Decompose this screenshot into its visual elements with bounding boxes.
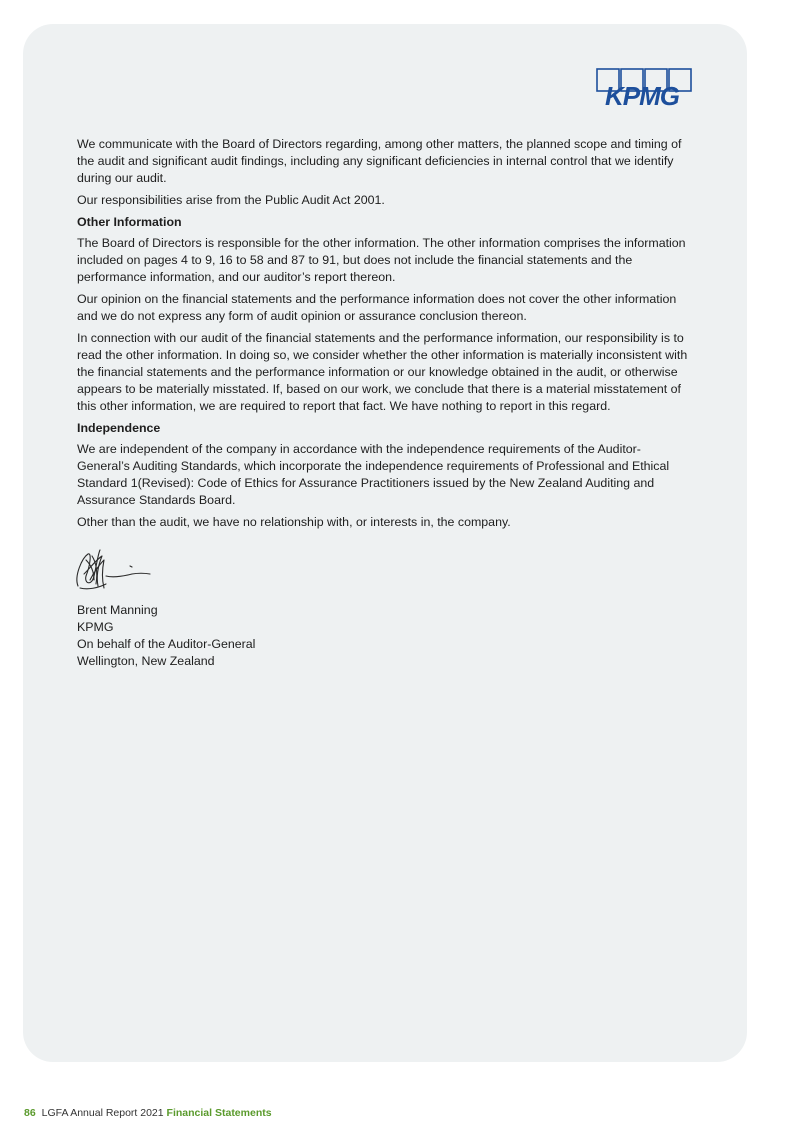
paragraph-other-info-review: In connection with our audit of the financial statements and the performance information, our responsibility is to read the other information. In doing so, we consider whether the other information is materially inconsistent with the financial statements and the performance information or our knowledge obtained in the audit, or otherwise appears to be materially misstated. If, based on our work, we conclude that there is a material misstatement of this other information, we are required to report that fact. We have nothing to report in this regard.: [77, 331, 688, 413]
handwritten-signature: [72, 546, 156, 596]
paragraph-opinion-scope: Our opinion on the financial statements and the performance information does not cover the other information and we do not express any form of audit opinion or assurance conclusion thereon.: [77, 292, 677, 323]
kpmg-logo-text: KPMG: [605, 81, 679, 111]
heading-other-information: Other Information: [77, 215, 182, 229]
paragraph-independence: We are independent of the company in accordance with the independence requirements of the Auditor-General’s Auditing Standards, which incorporate the independence requirements of Professional and Ethical Standard 1(Revised): Code of Ethics for Assurance Practitioners issued by the New Zealand Auditing and Assurance Standards Board.: [77, 442, 670, 507]
signatory-behalf: On behalf of the Auditor-General: [77, 637, 256, 651]
page-footer: [24, 1106, 272, 1120]
report-title: LGFA Annual Report 2021: [41, 1107, 164, 1119]
report-body: [77, 136, 689, 536]
paragraph-other-info-responsibility: The Board of Directors is responsible for the other information. The other information comprises the information included on pages 4 to 9, 16 to 58 and 87 to 91, but does not include the financial statements and the performance information, and our auditor’s report thereon.: [77, 236, 686, 284]
section-name: Financial Statements: [166, 1107, 272, 1119]
paragraph-responsibilities: Our responsibilities arise from the Public Audit Act 2001.: [77, 193, 385, 207]
kpmg-logo: [591, 67, 693, 111]
page-number: 86: [24, 1107, 36, 1119]
paragraph-no-relationship: Other than the audit, we have no relationship with, or interests in, the company.: [77, 515, 511, 529]
signatory-firm: KPMG: [77, 620, 114, 634]
paragraph-communication: We communicate with the Board of Directors regarding, among other matters, the planned scope and timing of the audit and significant audit findings, including any significant deficiencies in internal control that we identify during our audit.: [77, 137, 682, 185]
signatory-location: Wellington, New Zealand: [77, 654, 215, 668]
signoff-block: [77, 602, 255, 670]
signatory-name: Brent Manning: [77, 603, 158, 617]
heading-independence: Independence: [77, 421, 161, 435]
